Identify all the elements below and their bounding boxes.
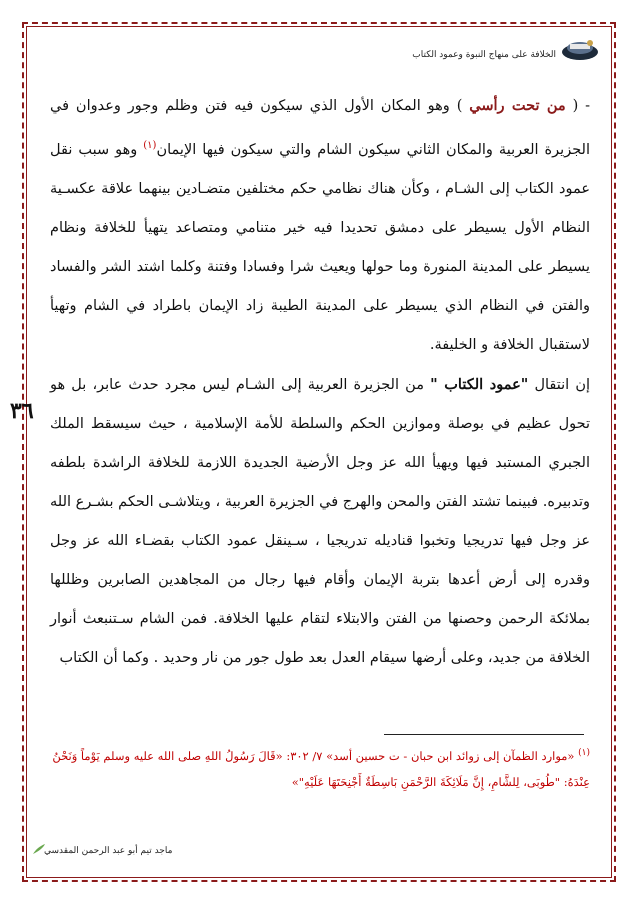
- open-paren: (: [572, 98, 579, 114]
- lead-dash: -: [585, 98, 591, 114]
- footnote-text: «موارد الظمآن إلى زوائد ابن حبان - ت حسين أسد» ٧/ ٣٠٢: «قَالَ رَسُولُ اللهِ صلى الله عليه وسلم يَوْماً وَنَحْنُ عِنْدَهُ: "طُوبَى، لِلشَّامِ، إِنَّ مَلَائِكَةَ الرَّحْمَنِ بَاسِطَةٌ أَجْنِحَتَهَا عَلَيْهِ"»: [52, 748, 590, 789]
- main-text: [50, 86, 590, 678]
- footnote-ref[interactable]: (١): [143, 140, 157, 151]
- paragraph: [50, 365, 590, 678]
- header-title: الخلافة على منهاج النبوة وعمود الكتاب: [412, 50, 556, 60]
- paragraph-text: وهو المكان الأول الذي سيكون فيه فتن وظلم وجور وعدوان في الجزيرة العربية والمكان الثاني سيكون الشام والتي سيكون فيها الإيمان: [50, 98, 590, 158]
- author-footer: ماجد تيم أبو عبد الرحمن المقدسي: [44, 846, 173, 856]
- close-paren: ): [456, 98, 463, 114]
- paragraph: [50, 86, 590, 365]
- running-header: [40, 36, 600, 68]
- book-logo-icon: [560, 36, 600, 62]
- footnote-separator: [384, 734, 584, 735]
- footnote: [50, 740, 590, 795]
- paragraph-text: إن انتقال: [534, 376, 591, 393]
- paragraph-text: وهو سبب نقل عمود الكتاب إلى الشـام ، وكأن هناك نظامي حكم مختلفين متضـادين بينهما علاقة عكسـية النظام الأول يسيطر على دمشق تحديدا فيه خير متنامي ومتصاعد يتهيأ للخلافة ونظام يسيطر على المدينة المنورة وما حولها ويعيث شرا وفسادا وفتنة وكلما اشتد الشر والفساد والفتن في النظام الذي يسيطر على المدينة الطيبة زاد الإيمان باطراد في الشام وتهيأ لاستقبال الخلافة و الخليفة.: [50, 141, 590, 353]
- bold-phrase: "عمود الكتاب ": [430, 375, 529, 393]
- bold-phrase: من تحت رأسي: [469, 97, 566, 114]
- paragraph-text: من الجزيرة العربية إلى الشـام ليس مجرد حدث عابر، بل هو تحول عظيم في بوصلة وموازين الحكم والسلطة للأمة الإسلامية ، حيث سيسقط الملك الجبري المستبد فيها ويهيأ الله عز وجل الأرضية الجديدة اللازمة للخلافة الراشدة بلطفه وتدبيره. فبينما تشتد الفتن والمحن والهرج في الجزيرة العربية ، ويتلاشـى الحكم بشـرع الله عز وجل فيها تدريجيا وتخبوا قناديله تدريجيا ، سـينقل عمود الكتاب بقضـاء الله عز وجل وقدره إلى أرض أعدها بتربة الإيمان وأقام فيها رجال من المجاهدين الصابرين وظللها بملائكة الرحمن وحصنها من الفتن والابتلاء لتقام عليها الخلافة. فمن الشام سـتنبعث أنوار الخلافة من جديد، وعلى أرضها سيقام العدل بعد طول جور من نار وحديد . وكما أن الكتاب: [50, 376, 590, 666]
- footnote-marker: (١): [578, 748, 590, 758]
- page-number: ٣٦: [10, 398, 34, 424]
